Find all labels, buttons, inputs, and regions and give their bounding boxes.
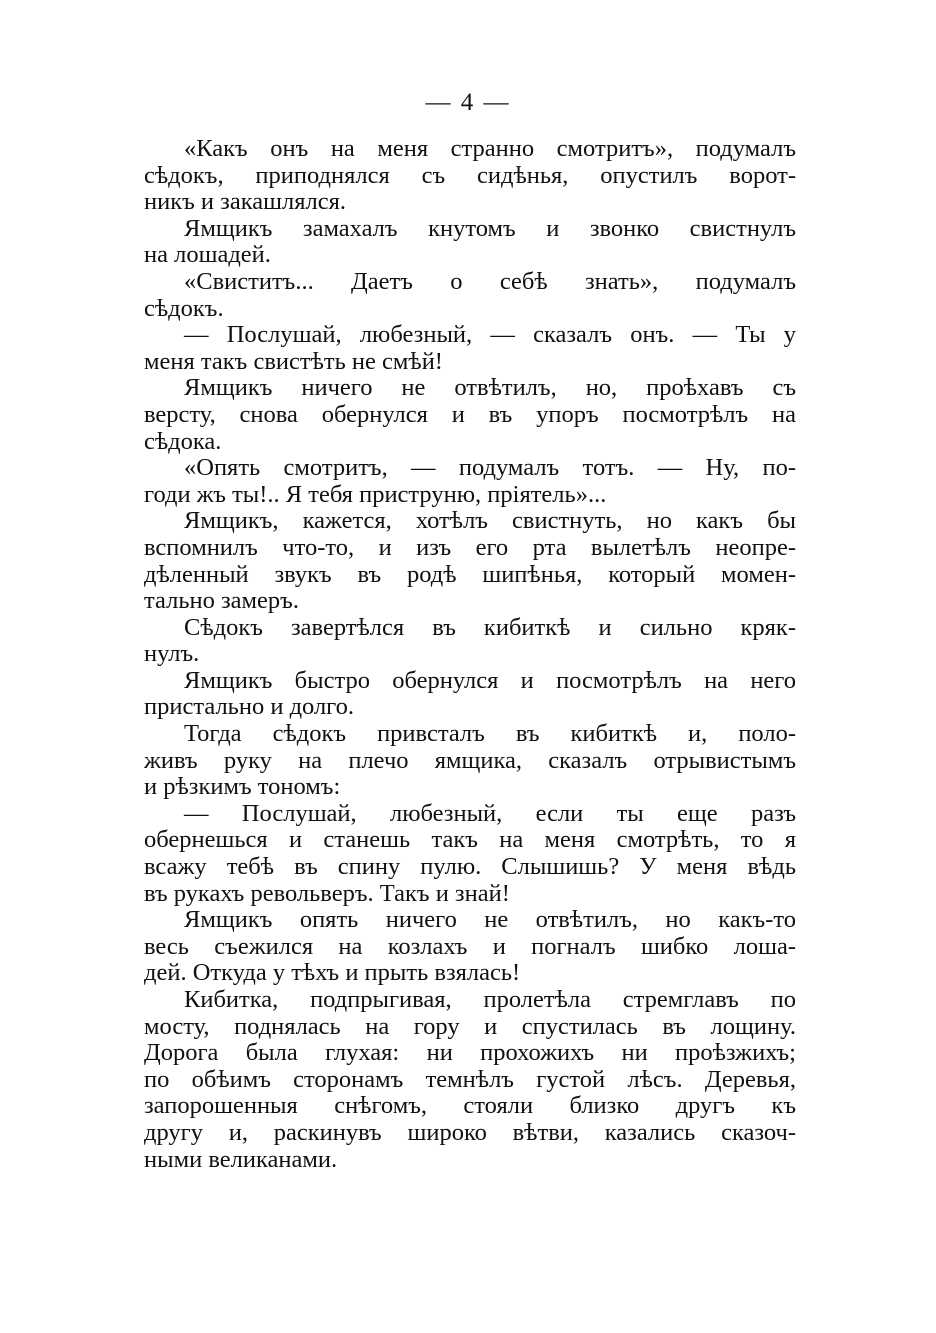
page-number: — 4 — [425, 89, 511, 116]
text-line: весь съежился на козлахъ и погналъ шибко лоша- [144, 933, 796, 960]
text-line: дей. Откуда у тѣхъ и прыть взялась! [144, 960, 521, 987]
text-line: мосту, поднялась на гору и спустилась въ лощину. [144, 1013, 796, 1040]
paragraph [144, 269, 796, 322]
text-line: запорошенныя снѣгомъ, стояли близко другъ къ [144, 1093, 796, 1120]
paragraph [144, 615, 796, 668]
text-line: Тогда сѣдокъ привсталъ въ кибиткѣ и, поло- [184, 721, 796, 748]
text-line: — Послушай, любезный, если ты еще разъ [184, 800, 796, 827]
text-line: Ямщикъ, кажется, хотѣлъ свистнуть, но какъ бы [184, 508, 796, 535]
text-line: и рѣзкимъ тономъ: [144, 774, 341, 801]
text-line: Дорога была глухая: ни прохожихъ ни проѣзжихъ; [144, 1040, 796, 1067]
text-line: «Свиститъ... Даетъ о себѣ знать», подумалъ [184, 268, 796, 295]
paragraph [144, 801, 796, 907]
text-line: Ямщикъ замахалъ кнутомъ и звонко свистнулъ [184, 215, 796, 242]
text-line: дѣленный звукъ въ родѣ шипѣнья, который момен- [144, 561, 796, 588]
text-line: «Опять смотритъ, — подумалъ тотъ. — Ну, по- [184, 455, 796, 482]
text-line: живъ руку на плечо ямщика, сказалъ отрывистымъ [144, 747, 796, 774]
text-line: Ямщикъ опять ничего не отвѣтилъ, но какъ-то [184, 907, 796, 934]
text-line: сѣдокъ, приподнялся съ сидѣнья, опустилъ ворот- [144, 162, 796, 189]
text-line: ными великанами. [144, 1146, 338, 1173]
text-line: сѣдокъ. [144, 295, 224, 322]
paragraph [144, 375, 796, 455]
text-line: вспомнилъ что-то, и изъ его рта вылетѣлъ неопре- [144, 534, 796, 561]
text-line: на лошадей. [144, 242, 271, 269]
text-line: — Послушай, любезный, — сказалъ онъ. — Ты у [184, 322, 796, 349]
text-line: Сѣдокъ завертѣлся въ кибиткѣ и сильно кряк- [184, 614, 796, 641]
text-line: никъ и закашлялся. [144, 189, 346, 216]
text-line: обернешься и станешь такъ на меня смотрѣть, то я [144, 827, 796, 854]
text-line: по обѣимъ сторонамъ темнѣлъ густой лѣсъ. Деревья, [144, 1066, 796, 1093]
paragraph [144, 322, 796, 375]
text-line: Ямщикъ быстро обернулся и посмотрѣлъ на него [184, 667, 796, 694]
paragraph [144, 907, 796, 987]
text-line: Кибитка, подпрыгивая, пролетѣла стремглавъ по [184, 987, 796, 1013]
text-line: версту, снова обернулся и въ упоръ посмотрѣлъ на [144, 401, 796, 428]
paragraph [144, 668, 796, 721]
text-line: «Какъ онъ на меня странно смотритъ», подумалъ [184, 136, 796, 162]
paragraph [144, 508, 796, 614]
text-line: меня такъ свистѣть не смѣй! [144, 348, 443, 375]
text-line: Ямщикъ ничего не отвѣтилъ, но, проѣхавъ съ [184, 375, 796, 402]
text-line: тально замеръ. [144, 588, 299, 615]
text-line: годи жъ ты!.. Я тебя приструню, пріятель»... [144, 481, 607, 508]
text-line: въ рукахъ револьверъ. Такъ и знай! [144, 880, 510, 907]
text-line: другу и, раскинувъ широко вѣтви, казались сказоч- [144, 1119, 796, 1146]
text-line: пристально и долго. [144, 694, 354, 721]
paragraph [144, 216, 796, 269]
body-text [144, 136, 796, 1173]
text-line: нулъ. [144, 641, 200, 668]
text-line: всажу тебѣ въ спину пулю. Слышишь? У меня вѣдь [144, 854, 796, 881]
paragraph [144, 987, 796, 1173]
paragraph [144, 721, 796, 801]
paragraph [144, 455, 796, 508]
text-line: сѣдока. [144, 428, 222, 455]
paragraph [144, 136, 796, 216]
